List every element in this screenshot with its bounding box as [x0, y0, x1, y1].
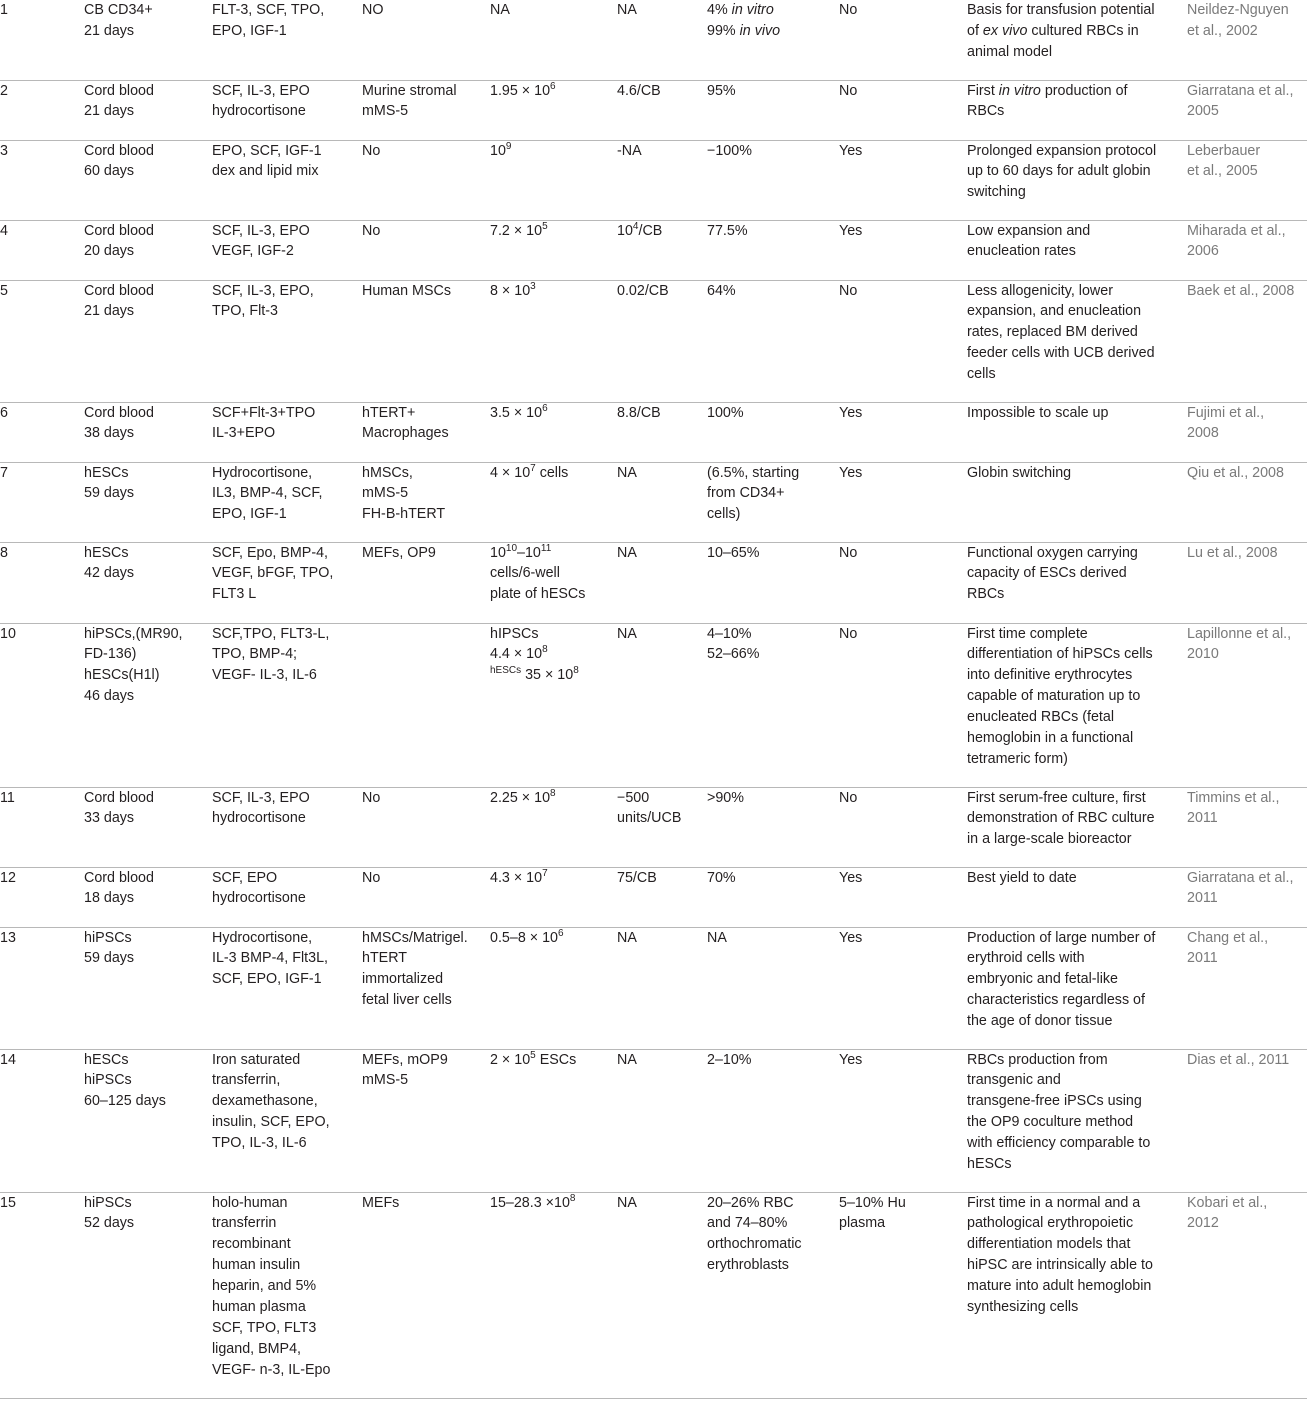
cell-feeder: MEFs, mOP9 mMS-5: [362, 1049, 490, 1192]
cell-remarks: Functional oxygen carrying capacity of ESCs derived RBCs: [967, 542, 1187, 623]
cell-factors: SCF, IL-3, EPO hydrocortisone: [212, 787, 362, 867]
cell-remarks: First serum-free culture, first demonstration of RBC culture in a large-scale bioreactor: [967, 787, 1187, 867]
cell-yield: NA: [617, 462, 707, 542]
cell-no: 3: [0, 142, 8, 159]
cell-remarks: Production of large number of erythroid cells with embryonic and fetal-like characteristics regardless of the age of donor tissue: [967, 927, 1187, 1049]
cell-feeder: No: [362, 867, 490, 927]
table-row: [0, 280, 1307, 402]
cell-source: Cord blood 60 days: [84, 140, 212, 220]
table-row: [0, 462, 1307, 542]
cell-enucleation: 10–65%: [707, 542, 839, 623]
cell-yield: 0.02/CB: [617, 280, 707, 402]
cell-remarks: Prolonged expansion protocol up to 60 days for adult globin switching: [967, 140, 1187, 220]
cell-feeder: hTERT+ Macrophages: [362, 402, 490, 462]
cell-enucleation: >90%: [707, 787, 839, 867]
cell-expansion: $3.5 \times 10^6$: [490, 402, 617, 462]
cell-expansion: $10^9$: [490, 140, 617, 220]
cell-source: Cord blood 21 days: [84, 80, 212, 140]
cell-factors: SCF, IL-3, EPO hydrocortisone: [212, 80, 362, 140]
cell-feeder: [362, 623, 490, 787]
cell-enucleation: 2–10%: [707, 1049, 839, 1192]
cell-feeder: No: [362, 787, 490, 867]
cell-remarks: Basis for transfusion potential of ex vivo cultured RBCs in animal model: [967, 0, 1187, 80]
cell-remarks: RBCs production from transgenic and transgene-free iPSCs using the OP9 coculture method with efficiency comparable to hESCs: [967, 1049, 1187, 1192]
cell-no: 8: [0, 544, 8, 561]
cell-feeder: No: [362, 140, 490, 220]
cell-enucleation: 77.5%: [707, 220, 839, 280]
cell-yield: NA: [617, 1192, 707, 1398]
cell-factors: SCF, Epo, BMP-4, VEGF, bFGF, TPO, FLT3 L: [212, 542, 362, 623]
cell-remarks: First time in a normal and a pathological erythropoietic differentiation models that hiPSC are intrinsically able to mature into adult hemoglobin synthesizing cells: [967, 1192, 1187, 1398]
cell-reference: Qiu et al., 2008: [1187, 462, 1307, 542]
cell-feeder: NO: [362, 0, 490, 80]
cell-factors: EPO, SCF, IGF-1 dex and lipid mix: [212, 140, 362, 220]
cell-expansion: $15-28.3 \times 10^8$: [490, 1192, 617, 1398]
cell-expansion: NA: [490, 0, 617, 80]
cell-extra: Yes: [839, 1049, 967, 1192]
cell-yield: NA: [617, 927, 707, 1049]
cell-expansion: $0.5-8 \times 10^6$: [490, 927, 617, 1049]
cell-reference: Giarratana et al., 2005: [1187, 80, 1307, 140]
table-row: [0, 927, 1307, 1049]
cell-reference: Baek et al., 2008: [1187, 280, 1307, 402]
cell-factors: SCF,TPO, FLT3-L, TPO, BMP-4; VEGF- IL-3, IL-6: [212, 623, 362, 787]
cell-yield: NA: [617, 542, 707, 623]
cell-extra: Yes: [839, 462, 967, 542]
cell-extra: No: [839, 80, 967, 140]
cell-enucleation: NA: [707, 927, 839, 1049]
cell-feeder: Human MSCs: [362, 280, 490, 402]
cell-yield: $10^4/CB$: [617, 220, 707, 280]
cell-remarks: Low expansion and enucleation rates: [967, 220, 1187, 280]
cell-expansion: $7.2 \times 10^5$: [490, 220, 617, 280]
cell-enucleation: 4–10% 52–66%: [707, 623, 839, 787]
cell-yield: 8.8/CB: [617, 402, 707, 462]
cell-source: Cord blood 21 days: [84, 280, 212, 402]
cell-factors: Hydrocortisone, IL-3 BMP-4, Flt3L, SCF, EPO, IGF-1: [212, 927, 362, 1049]
cell-yield: NA: [617, 1049, 707, 1192]
cell-feeder: Murine stromal mMS-5: [362, 80, 490, 140]
cell-extra: Yes: [839, 927, 967, 1049]
cell-enucleation: 70%: [707, 867, 839, 927]
cell-no: 1: [0, 2, 8, 18]
cell-extra: No: [839, 0, 967, 80]
cell-expansion: $2 \times 10^5$ ESCs: [490, 1049, 617, 1192]
cell-no: 11: [0, 789, 15, 806]
cell-expansion: $4 \times 10^7$ cells: [490, 462, 617, 542]
cell-no: 6: [0, 404, 8, 421]
cell-expansion: $10^{10}-10^{11}$ cells/6-well plate of hESCs: [490, 542, 617, 623]
cell-extra: Yes: [839, 867, 967, 927]
cell-reference: Timmins et al., 2011: [1187, 787, 1307, 867]
cell-remarks: Globin switching: [967, 462, 1187, 542]
cell-extra: 5–10% Hu plasma: [839, 1192, 967, 1398]
cell-extra: No: [839, 542, 967, 623]
cell-source: hESCs hiPSCs 60–125 days: [84, 1049, 212, 1192]
cell-expansion: hIPSCs $4.4 \times 10^8$ $^{hESCs}$ $35 \times 10^8$: [490, 623, 617, 787]
cell-yield: 75/CB: [617, 867, 707, 927]
cell-feeder: No: [362, 220, 490, 280]
cell-enucleation: 4% in vitro 99% in vivo: [707, 0, 839, 80]
cell-extra: No: [839, 787, 967, 867]
cell-no: 7: [0, 464, 8, 481]
cell-source: Cord blood 20 days: [84, 220, 212, 280]
cell-reference: Lapillonne et al., 2010: [1187, 623, 1307, 787]
table-row: [0, 402, 1307, 462]
cell-no: 10: [0, 625, 16, 642]
cell-reference: Dias et al., 2011: [1187, 1049, 1307, 1192]
cell-yield: NA: [617, 623, 707, 787]
table-row: [0, 80, 1307, 140]
cell-expansion: $2.25 \times 10^8$: [490, 787, 617, 867]
cell-factors: SCF, IL-3, EPO VEGF, IGF-2: [212, 220, 362, 280]
cell-source: CB CD34+ 21 days: [84, 0, 212, 80]
cell-expansion: $8 \times 10^3$: [490, 280, 617, 402]
cell-no: 12: [0, 869, 16, 886]
cell-enucleation: (6.5%, starting from CD34+ cells): [707, 462, 839, 542]
cell-factors: SCF+Flt-3+TPO IL-3+EPO: [212, 402, 362, 462]
cell-reference: Neildez-Nguyen et al., 2002: [1187, 0, 1307, 80]
cell-no: 5: [0, 282, 8, 299]
cell-factors: Hydrocortisone, IL3, BMP-4, SCF, EPO, IGF-1: [212, 462, 362, 542]
cell-remarks: Less allogenicity, lower expansion, and enucleation rates, replaced BM derived feeder cells with UCB derived cells: [967, 280, 1187, 402]
cell-feeder: MEFs, OP9: [362, 542, 490, 623]
table-row: [0, 1049, 1307, 1192]
cell-factors: FLT-3, SCF, TPO, EPO, IGF-1: [212, 0, 362, 80]
cell-feeder: hMSCs, mMS-5 FH-B-hTERT: [362, 462, 490, 542]
cell-source: hESCs 42 days: [84, 542, 212, 623]
table-row: [0, 220, 1307, 280]
cell-reference: Giarratana et al., 2011: [1187, 867, 1307, 927]
cell-remarks: First in vitro production of RBCs: [967, 80, 1187, 140]
cell-no: 2: [0, 82, 8, 99]
cell-extra: Yes: [839, 140, 967, 220]
cell-source: Cord blood 18 days: [84, 867, 212, 927]
table-row: [0, 787, 1307, 867]
cell-enucleation: 100%: [707, 402, 839, 462]
table-row: [0, 1192, 1307, 1398]
cell-expansion: $4.3 \times 10^7$: [490, 867, 617, 927]
cell-yield: -NA: [617, 140, 707, 220]
cell-source: hiPSCs 59 days: [84, 927, 212, 1049]
cell-source: Cord blood 33 days: [84, 787, 212, 867]
cell-extra: No: [839, 623, 967, 787]
cell-yield: NA: [617, 0, 707, 80]
cell-reference: Miharada et al., 2006: [1187, 220, 1307, 280]
cell-feeder: hMSCs/Matrigel. hTERT immortalized fetal liver cells: [362, 927, 490, 1049]
cell-reference: Fujimi et al., 2008: [1187, 402, 1307, 462]
cell-reference: Leberbauer et al., 2005: [1187, 140, 1307, 220]
cell-no: 14: [0, 1051, 16, 1068]
cell-factors: holo-human transferrin recombinant human insulin heparin, and 5% human plasma SCF, TPO, FLT3 ligand, BMP4, VEGF- n-3, IL-Epo: [212, 1192, 362, 1398]
table-row: [0, 0, 1307, 80]
cell-remarks: Impossible to scale up: [967, 402, 1187, 462]
table-row: [0, 542, 1307, 623]
cell-source: hiPSCs,(MR90, FD-136) hESCs(H1l) 46 days: [84, 623, 212, 787]
cell-reference: Lu et al., 2008: [1187, 542, 1307, 623]
cell-extra: Yes: [839, 220, 967, 280]
cell-factors: SCF, EPO hydrocortisone: [212, 867, 362, 927]
table-row: [0, 623, 1307, 787]
cell-reference: Kobari et al., 2012: [1187, 1192, 1307, 1398]
cell-factors: Iron saturated transferrin, dexamethasone, insulin, SCF, EPO, TPO, IL-3, IL-6: [212, 1049, 362, 1192]
cell-source: hiPSCs 52 days: [84, 1192, 212, 1398]
cell-enucleation: 95%: [707, 80, 839, 140]
cell-factors: SCF, IL-3, EPO, TPO, Flt-3: [212, 280, 362, 402]
cell-no: 15: [0, 1194, 16, 1211]
cell-yield: −500 units/UCB: [617, 787, 707, 867]
cell-source: Cord blood 38 days: [84, 402, 212, 462]
cell-no: 4: [0, 222, 8, 239]
cell-enucleation: 64%: [707, 280, 839, 402]
cell-feeder: MEFs: [362, 1192, 490, 1398]
cell-remarks: First time complete differentiation of hiPSCs cells into definitive erythrocytes capable of maturation up to enucleated RBCs (fetal hemoglobin in a functional tetrameric form): [967, 623, 1187, 787]
cell-no: 13: [0, 929, 16, 946]
cell-remarks: Best yield to date: [967, 867, 1187, 927]
cell-enucleation: 20–26% RBC and 74–80% orthochromatic erythroblasts: [707, 1192, 839, 1398]
cell-reference: Chang et al., 2011: [1187, 927, 1307, 1049]
cell-extra: No: [839, 280, 967, 402]
table-row: [0, 140, 1307, 220]
cell-enucleation: −100%: [707, 140, 839, 220]
cell-yield: 4.6/CB: [617, 80, 707, 140]
cell-source: hESCs 59 days: [84, 462, 212, 542]
table-row: [0, 867, 1307, 927]
cell-expansion: $1.95 \times 10^6$: [490, 80, 617, 140]
cell-extra: Yes: [839, 402, 967, 462]
